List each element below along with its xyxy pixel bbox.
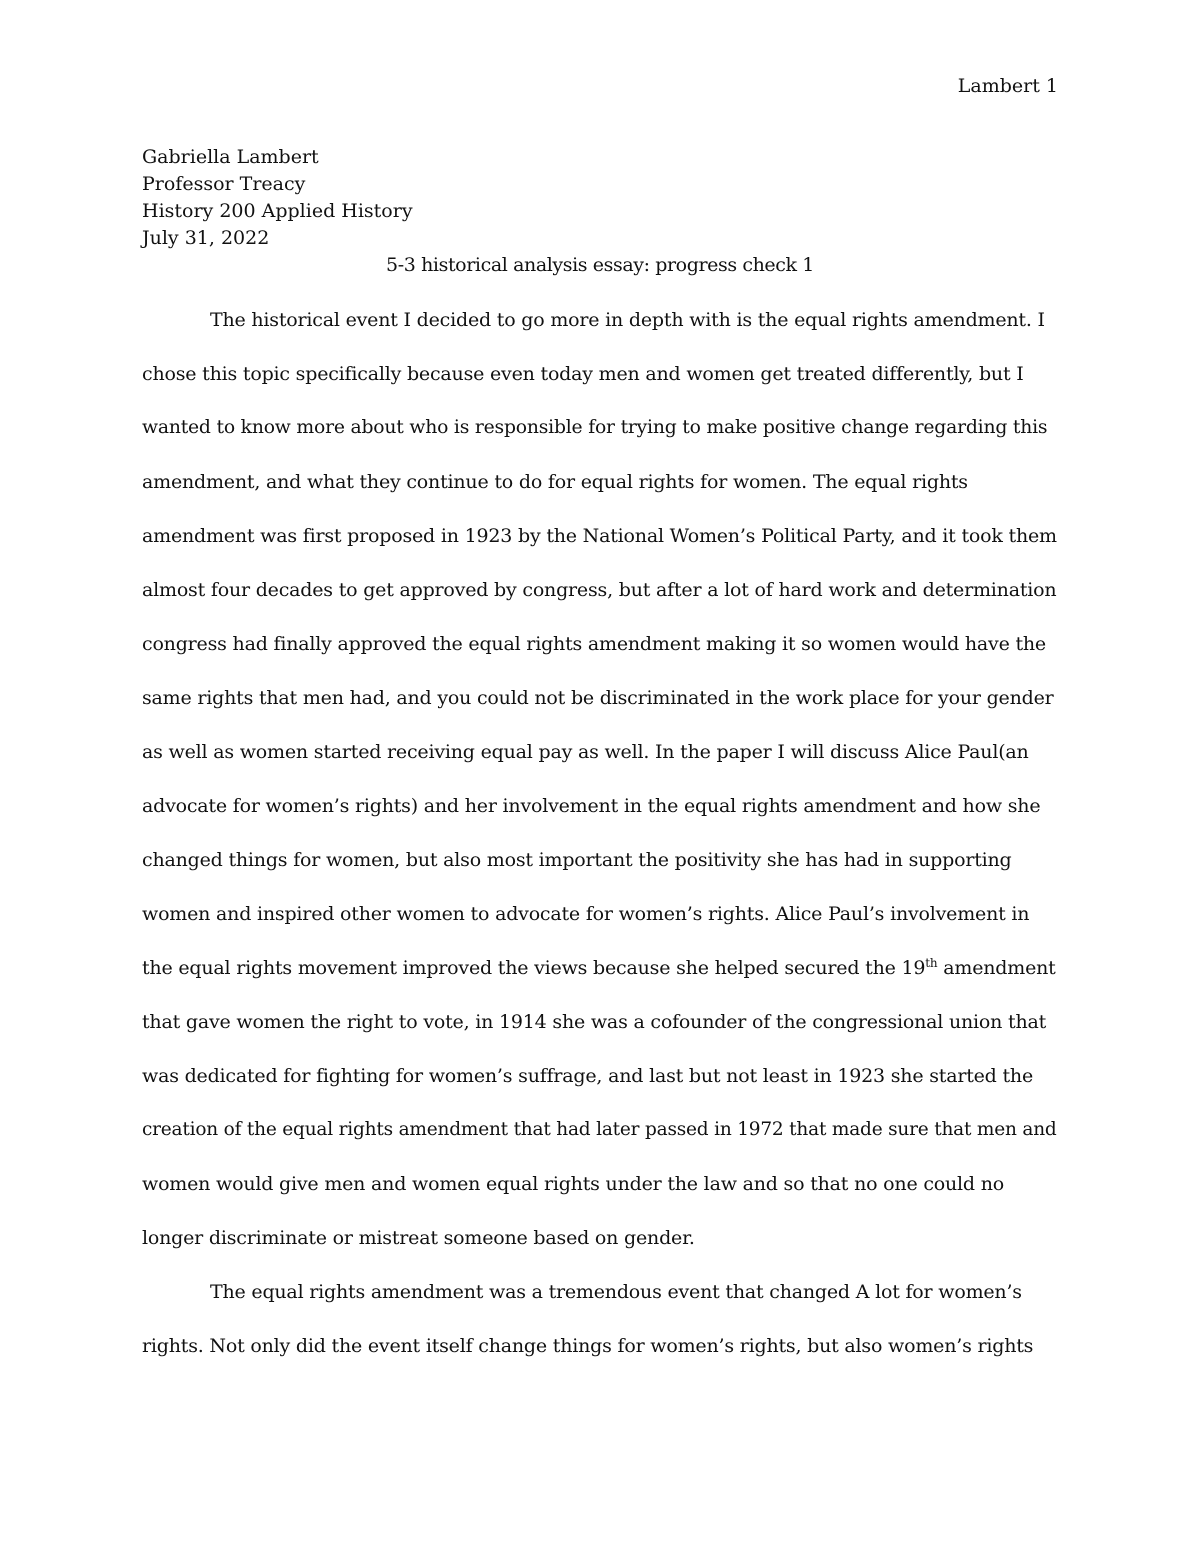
instructor-name: Professor Treacy [142,173,306,195]
essay-date: July 31, 2022 [142,227,270,249]
paragraph-line: women and inspired other women to advocate for women’s rights. Alice Paul’s involvement in [142,903,1030,925]
paragraph-line: The historical event I decided to go more in depth with is the equal rights amendment. I [210,309,1045,331]
author-name: Gabriella Lambert [142,146,319,168]
line-text: amendment [937,957,1056,979]
paragraph-line: The equal rights amendment was a tremendous event that changed A lot for women’s [210,1281,1022,1303]
paragraph-line: amendment, and what they continue to do for equal rights for women. The equal rights [142,471,968,493]
paragraph-line: almost four decades to get approved by congress, but after a lot of hard work and determination [142,579,1057,601]
essay-title: 5-3 historical analysis essay: progress check 1 [386,254,814,276]
heading-block [142,144,413,252]
paragraph-line: same rights that men had, and you could not be discriminated in the work place for your gender [142,687,1054,709]
paragraph-line: creation of the equal rights amendment that had later passed in 1972 that made sure that men and [142,1119,1057,1140]
ordinal-superscript: th [925,956,938,970]
paragraph-line: was dedicated for fighting for women’s suffrage, and last but not least in 1923 she started the [142,1065,1034,1087]
paragraph-line: chose this topic specifically because even today men and women get treated differently, but I [142,363,1024,385]
paragraph-line: as well as women started receiving equal pay as well. In the paper I will discuss Alice Paul(an [142,741,1029,763]
paragraph-line: advocate for women’s rights) and her involvement in the equal rights amendment and how she [142,795,1041,817]
running-head: Lambert 1 [957,75,1058,97]
paragraph-line: changed things for women, but also most important the positivity she has had in supporting [142,849,1012,871]
paragraph-line: amendment was first proposed in 1923 by the National Women’s Political Party, and it took them [142,525,1057,547]
paragraph-line: that gave women the right to vote, in 1914 she was a cofounder of the congressional union that [142,1011,1047,1033]
paragraph-line: wanted to know more about who is responsible for trying to make positive change regarding this [142,417,1048,438]
paragraph-line: rights. Not only did the event itself change things for women’s rights, but also women’s rights [142,1335,1034,1357]
course-name: History 200 Applied History [142,200,413,222]
paragraph-line [142,953,1056,983]
paragraph-line: longer discriminate or mistreat someone based on gender. [142,1227,695,1249]
paragraph-line: congress had finally approved the equal rights amendment making it so women would have the [142,633,1046,655]
paragraph-line: women would give men and women equal rights under the law and so that no one could no [142,1173,1005,1195]
line-text: the equal rights movement improved the views because she helped secured the 19 [142,957,926,979]
